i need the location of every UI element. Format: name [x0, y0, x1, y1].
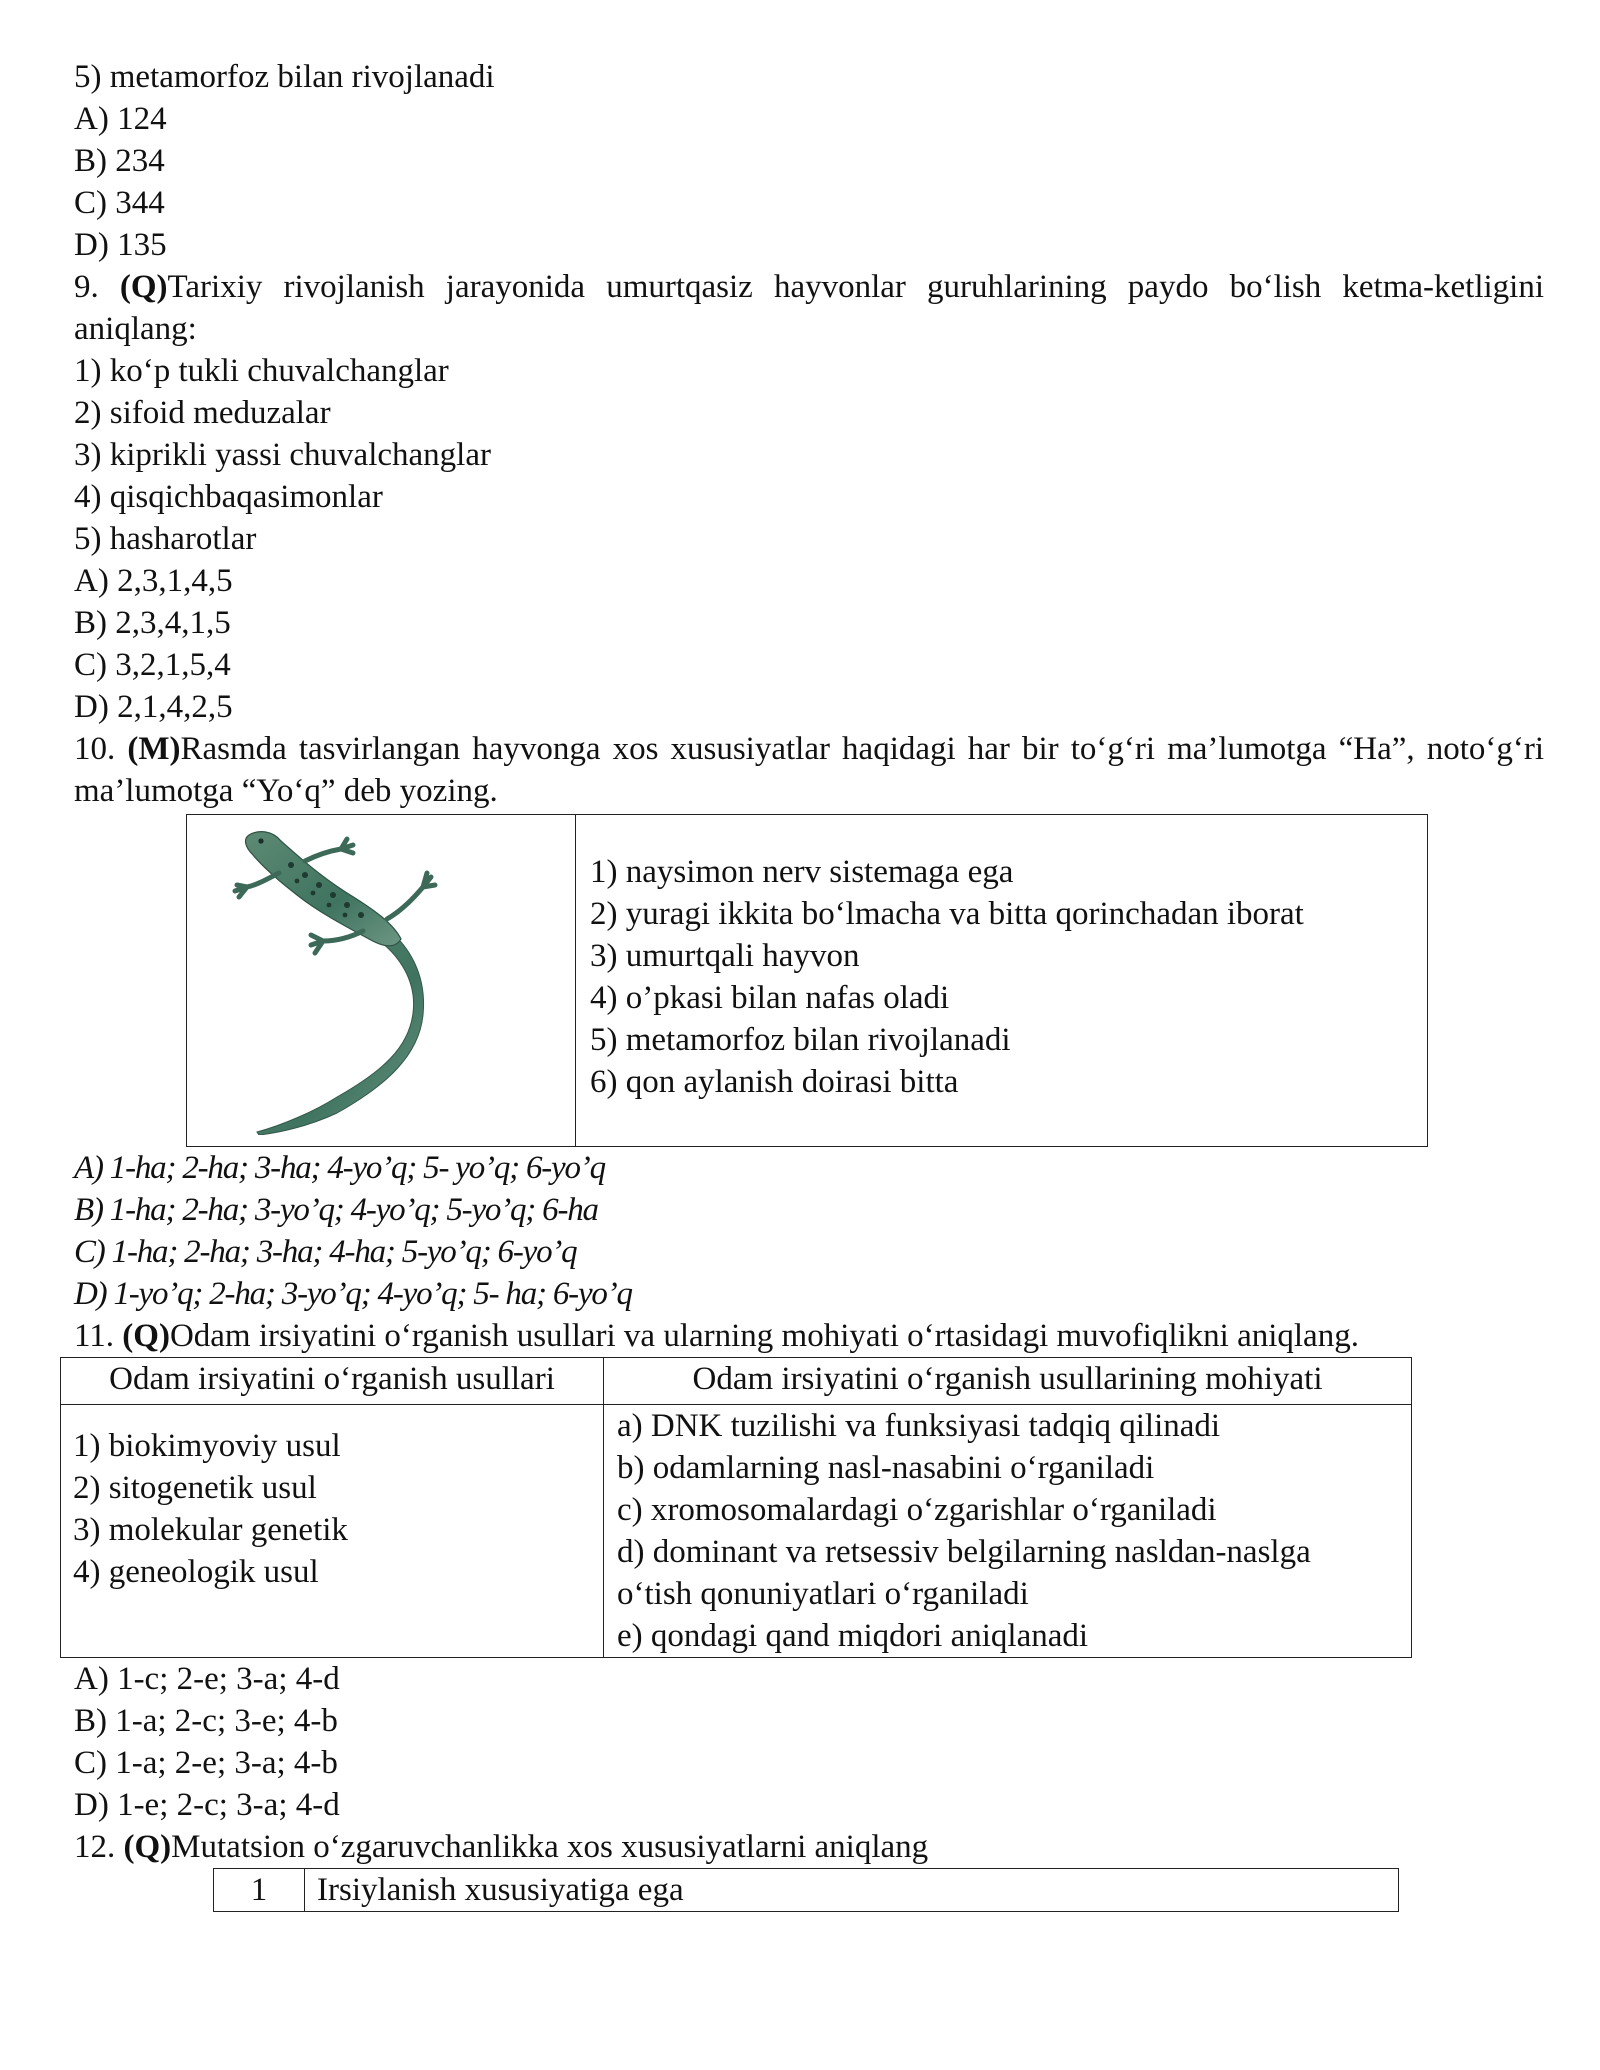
q10-option-d: D) 1-yo’q; 2-ha; 3-yo’q; 4-yo’q; 5- ha; 6-yo’q	[74, 1276, 632, 1312]
q9-option-d: D) 2,1,4,2,5	[74, 689, 233, 725]
q11-essence-d-cont: o‘tish qonuniyatlari o‘rganiladi	[617, 1576, 1029, 1612]
q11-text: Odam irsiyatini o‘rganish usullari va ularning mohiyati o‘rtasidagi muvofiqlikni aniqlang.	[169, 1318, 1359, 1354]
q8-statement-5: 5) metamorfoz bilan rivojlanadi	[74, 59, 495, 95]
q11-methods-cell	[61, 1405, 604, 1658]
q9-prompt	[74, 266, 1544, 350]
q10-text: Rasmda tasvirlangan hayvonga xos xususiyatlar haqidagi har bir to‘g‘ri ma’lumotga “Ha”, noto‘g‘ri ma’lumotga “Yo‘q” deb yozing.	[74, 731, 1545, 809]
q11-essence-cell	[604, 1405, 1412, 1658]
q11-tag: (Q)	[122, 1318, 170, 1354]
q11-essence-e: e) qondagi qand miqdori aniqlanadi	[617, 1618, 1089, 1654]
q10-item-2: 2) yuragi ikkita bo‘lmacha va bitta qorinchadan iborat	[590, 896, 1304, 932]
lizard-illustration-icon	[187, 815, 575, 1135]
q10-option-b: B) 1-ha; 2-ha; 3-yo’q; 4-yo’q; 5-yo’q; 6-ha	[74, 1192, 598, 1228]
q11-essence-d: d) dominant va retsessiv belgilarning nasldan-naslga	[617, 1534, 1311, 1570]
q9-item-1: 1) ko‘p tukli chuvalchanglar	[74, 353, 449, 389]
q9-option-b: B) 2,3,4,1,5	[74, 605, 231, 641]
exam-page	[74, 56, 1544, 1912]
q11-method-3: 3) molekular genetik	[73, 1512, 348, 1548]
q9-item-5: 5) hasharotlar	[74, 521, 257, 557]
q12-number: 12.	[74, 1829, 116, 1865]
q10-statements-cell	[576, 815, 1428, 1147]
q9-text: Tarixiy rivojlanish jarayonida umurtqasiz hayvonlar guruhlarining paydo bo‘lish ketma-ketligini aniqlang:	[74, 269, 1545, 347]
q10-item-3: 3) umurtqali hayvon	[590, 938, 860, 974]
q11-option-d: D) 1-e; 2-c; 3-a; 4-d	[74, 1787, 340, 1823]
q9-item-2: 2) sifoid meduzalar	[74, 395, 331, 431]
q10-prompt	[74, 728, 1544, 812]
q10-tag: (M)	[127, 731, 181, 767]
q9-number: 9.	[74, 269, 99, 305]
q11-essence-a: a) DNK tuzilishi va funksiyasi tadqiq qilinadi	[617, 1408, 1221, 1444]
q11-method-4: 4) geneologik usul	[73, 1554, 319, 1590]
q12-tag: (Q)	[123, 1829, 172, 1865]
q8-option-d: D) 135	[74, 227, 167, 263]
q9-item-3: 3) kiprikli yassi chuvalchanglar	[74, 437, 491, 473]
q12-row-number: 1	[214, 1869, 305, 1912]
q8-option-c: C) 344	[74, 185, 165, 221]
q9-tag: (Q)	[119, 269, 168, 305]
q11-option-a: A) 1-c; 2-e; 3-a; 4-d	[74, 1661, 340, 1697]
table-row	[214, 1869, 1399, 1912]
q10-item-6: 6) qon aylanish doirasi bitta	[590, 1064, 959, 1100]
q10-item-1: 1) naysimon nerv sistemaga ega	[590, 854, 1014, 890]
q11-prompt	[74, 1315, 1544, 1357]
q10-option-a: A) 1-ha; 2-ha; 3-ha; 4-yo’q; 5- yo’q; 6-yo’q	[74, 1150, 605, 1186]
q11-header-methods: Odam irsiyatini o‘rganish usullari	[61, 1358, 604, 1405]
q10-option-c: C) 1-ha; 2-ha; 3-ha; 4-ha; 5-yo’q; 6-yo’q	[74, 1234, 577, 1270]
q10-number: 10.	[74, 731, 116, 767]
q8-option-b: B) 234	[74, 143, 165, 179]
q12-prompt	[74, 1826, 1544, 1868]
q9-option-c: C) 3,2,1,5,4	[74, 647, 231, 683]
q11-number: 11.	[74, 1318, 115, 1354]
q11-method-1: 1) biokimyoviy usul	[73, 1428, 341, 1464]
q11-option-c: C) 1-a; 2-e; 3-a; 4-b	[74, 1745, 338, 1781]
lizard-image-cell	[187, 815, 576, 1147]
q11-essence-b: b) odamlarning nasl-nasabini o‘rganiladi	[617, 1450, 1155, 1486]
q11-header-essence: Odam irsiyatini o‘rganish usullarining mohiyati	[604, 1358, 1412, 1405]
q12-row-text: Irsiylanish xususiyatiga ega	[305, 1869, 1399, 1912]
q11-method-2: 2) sitogenetik usul	[73, 1470, 317, 1506]
q10-item-5: 5) metamorfoz bilan rivojlanadi	[590, 1022, 1011, 1058]
q11-table	[60, 1357, 1412, 1658]
q9-item-4: 4) qisqichbaqasimonlar	[74, 479, 383, 515]
q9-option-a: A) 2,3,1,4,5	[74, 563, 233, 599]
q8-option-a: A) 124	[74, 101, 167, 137]
q10-table	[186, 814, 1428, 1147]
q10-item-4: 4) o’pkasi bilan nafas oladi	[590, 980, 950, 1016]
q11-essence-c: c) xromosomalardagi o‘zgarishlar o‘rganiladi	[617, 1492, 1217, 1528]
q12-text: Mutatsion o‘zgaruvchanlikka xos xususiyatlarni aniqlang	[171, 1829, 929, 1865]
q12-table	[213, 1868, 1399, 1912]
q11-option-b: B) 1-a; 2-c; 3-e; 4-b	[74, 1703, 338, 1739]
